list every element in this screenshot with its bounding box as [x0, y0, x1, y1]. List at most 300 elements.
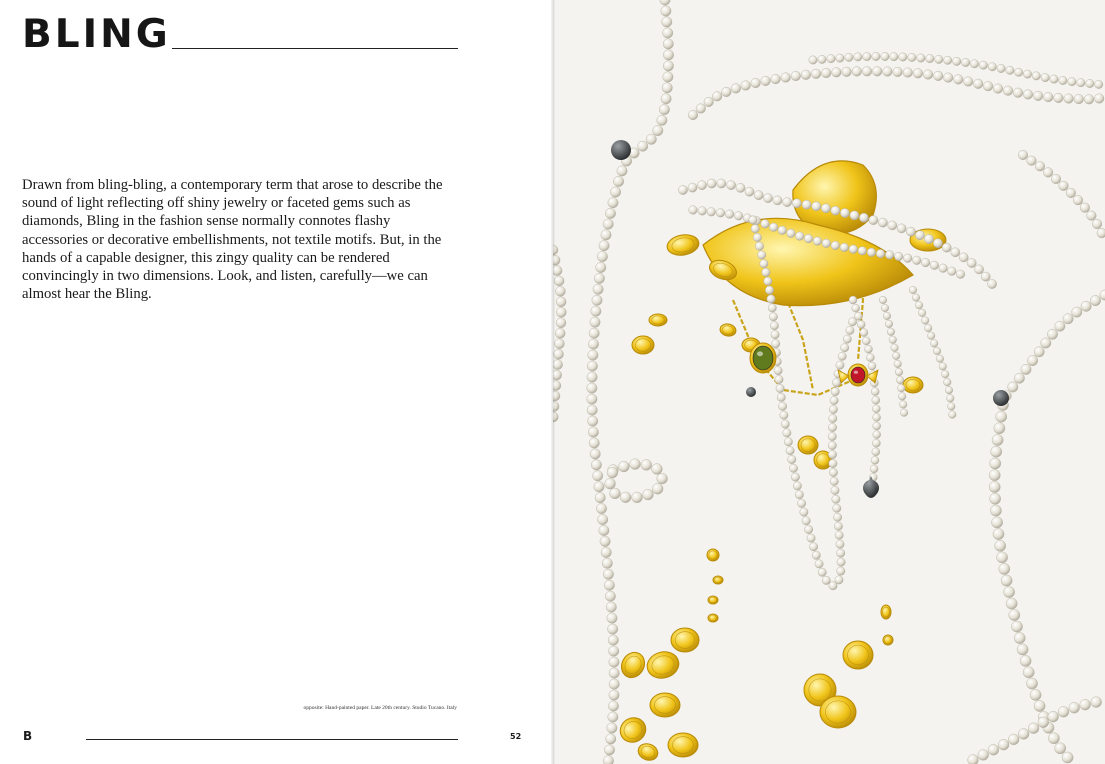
pearl: [828, 450, 836, 458]
pearl: [997, 64, 1005, 72]
pearl: [751, 78, 761, 88]
pearl: [731, 84, 741, 94]
pearl: [895, 368, 903, 376]
gold-coin: [636, 741, 660, 763]
pearl: [900, 409, 908, 417]
pearl: [846, 326, 854, 334]
pearl: [915, 301, 923, 309]
pearl: [811, 69, 821, 79]
pearl: [717, 179, 726, 188]
pearl: [821, 68, 831, 78]
pearl: [908, 53, 916, 61]
pearl: [609, 679, 619, 689]
pearl: [689, 206, 698, 215]
pearl: [933, 347, 941, 355]
pearl: [804, 234, 813, 243]
pearl: [1048, 733, 1059, 744]
pearl: [850, 211, 859, 220]
pearl: [768, 304, 776, 312]
pearl: [1003, 86, 1013, 96]
emerald-pendant: [753, 346, 773, 370]
pearl: [745, 187, 754, 196]
pearl: [788, 455, 796, 463]
black-pearl: [611, 140, 631, 160]
pearl: [1014, 633, 1025, 644]
pearl: [802, 517, 810, 525]
illustration-caption: opposite: Hand-painted paper. Late 20th century. Studio Tucano. Italy: [303, 705, 457, 711]
pearl: [587, 405, 597, 415]
pearl: [1023, 90, 1033, 100]
pearl: [1094, 94, 1104, 104]
pearl: [608, 198, 618, 208]
pearl: [822, 239, 831, 248]
pearl: [906, 227, 915, 236]
pearl: [609, 690, 619, 700]
pearl: [591, 460, 601, 470]
pearl: [795, 232, 804, 241]
pearl: [923, 70, 933, 80]
pearl: [1026, 678, 1037, 689]
pearl: [963, 77, 973, 87]
pearl: [1087, 211, 1097, 221]
pearl: [975, 265, 984, 274]
pearl: [554, 349, 564, 359]
pearl: [881, 52, 889, 60]
pearl: [981, 272, 990, 281]
pearl: [912, 294, 920, 302]
pearl: [607, 723, 617, 733]
pearl: [1018, 729, 1029, 740]
pearl: [632, 492, 643, 503]
pearl: [1050, 75, 1058, 83]
pearl: [837, 549, 845, 557]
pearl: [871, 388, 879, 396]
pearl: [598, 514, 608, 524]
gold-layer: [616, 161, 946, 763]
pearl: [990, 493, 1001, 504]
pearl: [774, 366, 782, 374]
pearl: [793, 482, 801, 490]
pearl: [663, 39, 673, 49]
pearl: [620, 492, 631, 503]
pearl: [662, 17, 672, 27]
pearl: [830, 477, 838, 485]
pearl: [854, 312, 862, 320]
pearl: [802, 200, 811, 209]
pearl: [989, 481, 1000, 492]
pearl: [883, 312, 891, 320]
pearl: [554, 339, 564, 349]
pearl: [899, 401, 907, 409]
pearl: [753, 233, 761, 241]
pearl: [600, 536, 610, 546]
pearl: [872, 439, 880, 447]
pearl: [588, 416, 598, 426]
pearl: [773, 196, 782, 205]
pearl: [605, 591, 615, 601]
pearl: [897, 224, 906, 233]
pearl: [607, 613, 617, 623]
pearl: [770, 322, 778, 330]
pearl: [873, 413, 881, 421]
pearl: [791, 473, 799, 481]
pearl: [995, 540, 1006, 551]
pearl: [1091, 697, 1102, 708]
pearl: [888, 221, 897, 230]
pearl: [761, 76, 771, 86]
pearl: [797, 499, 805, 507]
gold-coin: [881, 605, 891, 619]
pearl: [809, 543, 817, 551]
pearl: [599, 525, 609, 535]
pearl: [837, 558, 845, 566]
pearl: [1017, 644, 1028, 655]
pearl: [781, 420, 789, 428]
pearl: [661, 94, 671, 104]
pearl: [821, 204, 830, 213]
pearl: [990, 505, 1001, 516]
section-letter: B: [23, 729, 33, 743]
pearl: [772, 340, 780, 348]
pearl: [601, 230, 611, 240]
pearl: [973, 79, 983, 89]
pearl: [1035, 162, 1045, 172]
gold-coin: [903, 377, 923, 393]
bling-illustration: [553, 0, 1105, 764]
pearl: [652, 464, 663, 475]
pearl: [992, 517, 1003, 528]
pearl: [763, 194, 772, 203]
page-gutter: [551, 0, 555, 764]
pearl: [885, 251, 894, 260]
pearl: [829, 468, 837, 476]
pearl: [589, 328, 599, 338]
footer-rule: [86, 739, 458, 740]
pearl: [792, 199, 801, 208]
pearl: [898, 393, 906, 401]
pearl: [894, 252, 903, 261]
pearl: [761, 220, 770, 229]
pearl: [857, 321, 865, 329]
pearl: [818, 55, 826, 63]
gold-coin: [650, 693, 680, 717]
pearl: [996, 411, 1007, 422]
pearl: [967, 258, 976, 267]
pearl: [1059, 76, 1067, 84]
pearl: [872, 67, 882, 77]
pearl: [983, 81, 993, 91]
pearl: [589, 438, 599, 448]
pearl: [872, 396, 880, 404]
pearl: [933, 71, 943, 81]
pearl: [1006, 598, 1017, 609]
pearl: [1081, 301, 1091, 311]
pearl: [868, 362, 876, 370]
pearl: [604, 745, 614, 755]
pearl: [879, 296, 887, 304]
pearl: [944, 378, 952, 386]
pearl: [1014, 373, 1024, 383]
pearl: [778, 402, 786, 410]
pearl: [1077, 79, 1085, 87]
pearl: [1055, 743, 1066, 754]
pearl: [978, 750, 989, 761]
pearl: [741, 81, 751, 91]
pearl: [1027, 355, 1037, 365]
pearl: [863, 52, 871, 60]
pearl: [769, 223, 778, 232]
pearl: [764, 277, 772, 285]
pearl: [767, 295, 775, 303]
pearl: [835, 531, 843, 539]
pearl: [783, 198, 792, 207]
pearl: [1013, 88, 1023, 98]
pearl: [812, 551, 820, 559]
pearl: [749, 216, 757, 224]
pearl: [1030, 689, 1041, 700]
pearl: [1006, 66, 1014, 74]
black-pearl: [993, 390, 1009, 406]
pearl: [1063, 314, 1073, 324]
gold-coin: [708, 596, 718, 604]
pearl: [1021, 364, 1031, 374]
pearl: [836, 54, 844, 62]
pearl: [827, 55, 835, 63]
pearl: [917, 54, 925, 62]
pearl: [1023, 667, 1034, 678]
pearl: [588, 350, 598, 360]
pearl: [924, 235, 933, 244]
pearl: [784, 438, 792, 446]
pearl: [832, 379, 840, 387]
pearl: [1054, 93, 1064, 103]
pearl: [872, 405, 880, 413]
pearl: [871, 456, 879, 464]
pearl: [870, 465, 878, 473]
pearl: [596, 262, 606, 272]
pearl: [993, 529, 1004, 540]
pearl: [948, 267, 957, 276]
pearl: [1018, 150, 1028, 160]
pearl: [989, 470, 1000, 481]
pearl: [659, 104, 669, 114]
pearl: [1097, 228, 1105, 238]
pearl: [830, 396, 838, 404]
pearl: [712, 92, 722, 102]
pearl: [606, 734, 616, 744]
pearl: [842, 67, 852, 77]
pearl: [556, 318, 566, 328]
pearl: [587, 383, 597, 393]
pearl: [1048, 711, 1059, 722]
pearl: [722, 87, 732, 97]
black-pearl: [746, 387, 756, 397]
pearl: [990, 458, 1001, 469]
pearl: [894, 360, 902, 368]
pearl: [912, 256, 921, 265]
pearl: [807, 534, 815, 542]
gold-coin: [617, 648, 649, 682]
pearl: [610, 187, 620, 197]
pearl: [630, 459, 641, 470]
pearl: [1043, 168, 1053, 178]
pearl: [603, 219, 613, 229]
pearl: [818, 568, 826, 576]
pearl: [1062, 752, 1073, 763]
pearl: [587, 361, 597, 371]
pearl: [653, 125, 663, 135]
gold-coin: [707, 549, 719, 561]
pearl: [876, 249, 885, 258]
pearl: [707, 208, 716, 217]
pearl: [1069, 702, 1080, 713]
pearl: [999, 563, 1010, 574]
pearl: [603, 756, 613, 764]
pearl: [592, 295, 602, 305]
pearl: [809, 56, 817, 64]
pearl: [873, 422, 881, 430]
pearl: [947, 395, 955, 403]
pearl: [944, 56, 952, 64]
pearl: [663, 28, 673, 38]
pearl: [841, 344, 849, 352]
pearl: [1084, 95, 1094, 105]
pearl: [898, 384, 906, 392]
pearl: [903, 254, 912, 263]
pearl: [858, 247, 867, 256]
pearl: [657, 473, 668, 484]
pearl: [1047, 329, 1057, 339]
pearl: [754, 191, 763, 200]
pearl: [921, 317, 929, 325]
pearl: [688, 183, 697, 192]
pearl: [988, 63, 996, 71]
pearl: [646, 134, 656, 144]
pearl: [840, 208, 849, 217]
pearl: [781, 73, 791, 83]
pearl: [933, 239, 942, 248]
pearl: [587, 394, 597, 404]
pearl: [896, 376, 904, 384]
pearl: [1100, 290, 1105, 300]
pearl: [698, 207, 707, 216]
pearl: [849, 296, 857, 304]
pearl: [608, 701, 618, 711]
pearl: [590, 449, 600, 459]
pearl: [1066, 188, 1076, 198]
pearl: [943, 73, 953, 83]
pearl: [619, 461, 630, 472]
pearl: [663, 72, 673, 82]
ruby-pendant: [851, 367, 865, 383]
pearl: [885, 320, 893, 328]
pearl: [734, 212, 743, 221]
pearl: [956, 270, 965, 279]
pearl: [869, 216, 878, 225]
pearl: [951, 248, 960, 257]
gold-coin: [843, 641, 873, 669]
pearl: [609, 646, 619, 656]
pearl: [918, 309, 926, 317]
pearl: [604, 580, 614, 590]
pearl: [617, 166, 627, 176]
pearl: [787, 229, 796, 238]
pearl: [608, 624, 618, 634]
pearl: [769, 313, 777, 321]
pearl: [878, 218, 887, 227]
gold-coin: [649, 314, 667, 326]
pearl: [924, 324, 932, 332]
pearl: [643, 489, 654, 500]
pearl: [1086, 79, 1094, 87]
pearl: [831, 206, 840, 215]
pearl: [610, 488, 621, 499]
pearl: [970, 60, 978, 68]
pearl: [1008, 382, 1018, 392]
pearl: [1004, 587, 1015, 598]
pearl: [862, 337, 870, 345]
pearl: [555, 328, 565, 338]
pearl: [1033, 91, 1043, 101]
pearl: [1092, 219, 1102, 229]
pearl: [1001, 575, 1012, 586]
pearl: [663, 61, 673, 71]
pearl: [590, 317, 600, 327]
pearl: [1015, 68, 1023, 76]
pearl: [959, 253, 968, 262]
pearl: [556, 307, 566, 317]
pearl: [652, 483, 663, 494]
pearl: [786, 447, 794, 455]
pearl: [755, 242, 763, 250]
pearl: [1080, 203, 1090, 213]
pearl: [1064, 94, 1074, 104]
pearl: [804, 525, 812, 533]
pearl: [697, 181, 706, 190]
pearl: [887, 328, 895, 336]
pearl: [606, 602, 616, 612]
pearl: [891, 344, 899, 352]
pearl: [758, 251, 766, 259]
pearl: [602, 558, 612, 568]
gold-coin: [632, 336, 654, 354]
pearl: [994, 423, 1005, 434]
pearl: [930, 261, 939, 270]
pearl: [921, 258, 930, 267]
gold-coin: [616, 713, 651, 747]
pearl: [852, 304, 860, 312]
pearl: [641, 460, 652, 471]
pearl: [608, 712, 618, 722]
pearl: [997, 552, 1008, 563]
pearl: [866, 354, 874, 362]
pearl: [822, 576, 830, 584]
pearl: [795, 491, 803, 499]
pearl: [1034, 700, 1045, 711]
pearl: [789, 464, 797, 472]
pearl: [1095, 80, 1103, 88]
pearl: [939, 363, 947, 371]
pearl: [555, 286, 565, 296]
pearl: [778, 226, 787, 235]
pearl: [843, 335, 851, 343]
pearl: [613, 176, 623, 186]
gold-coin: [668, 733, 698, 757]
pearl: [836, 361, 844, 369]
pearl: [1009, 610, 1020, 621]
pearl: [588, 339, 598, 349]
pearl: [862, 67, 872, 77]
